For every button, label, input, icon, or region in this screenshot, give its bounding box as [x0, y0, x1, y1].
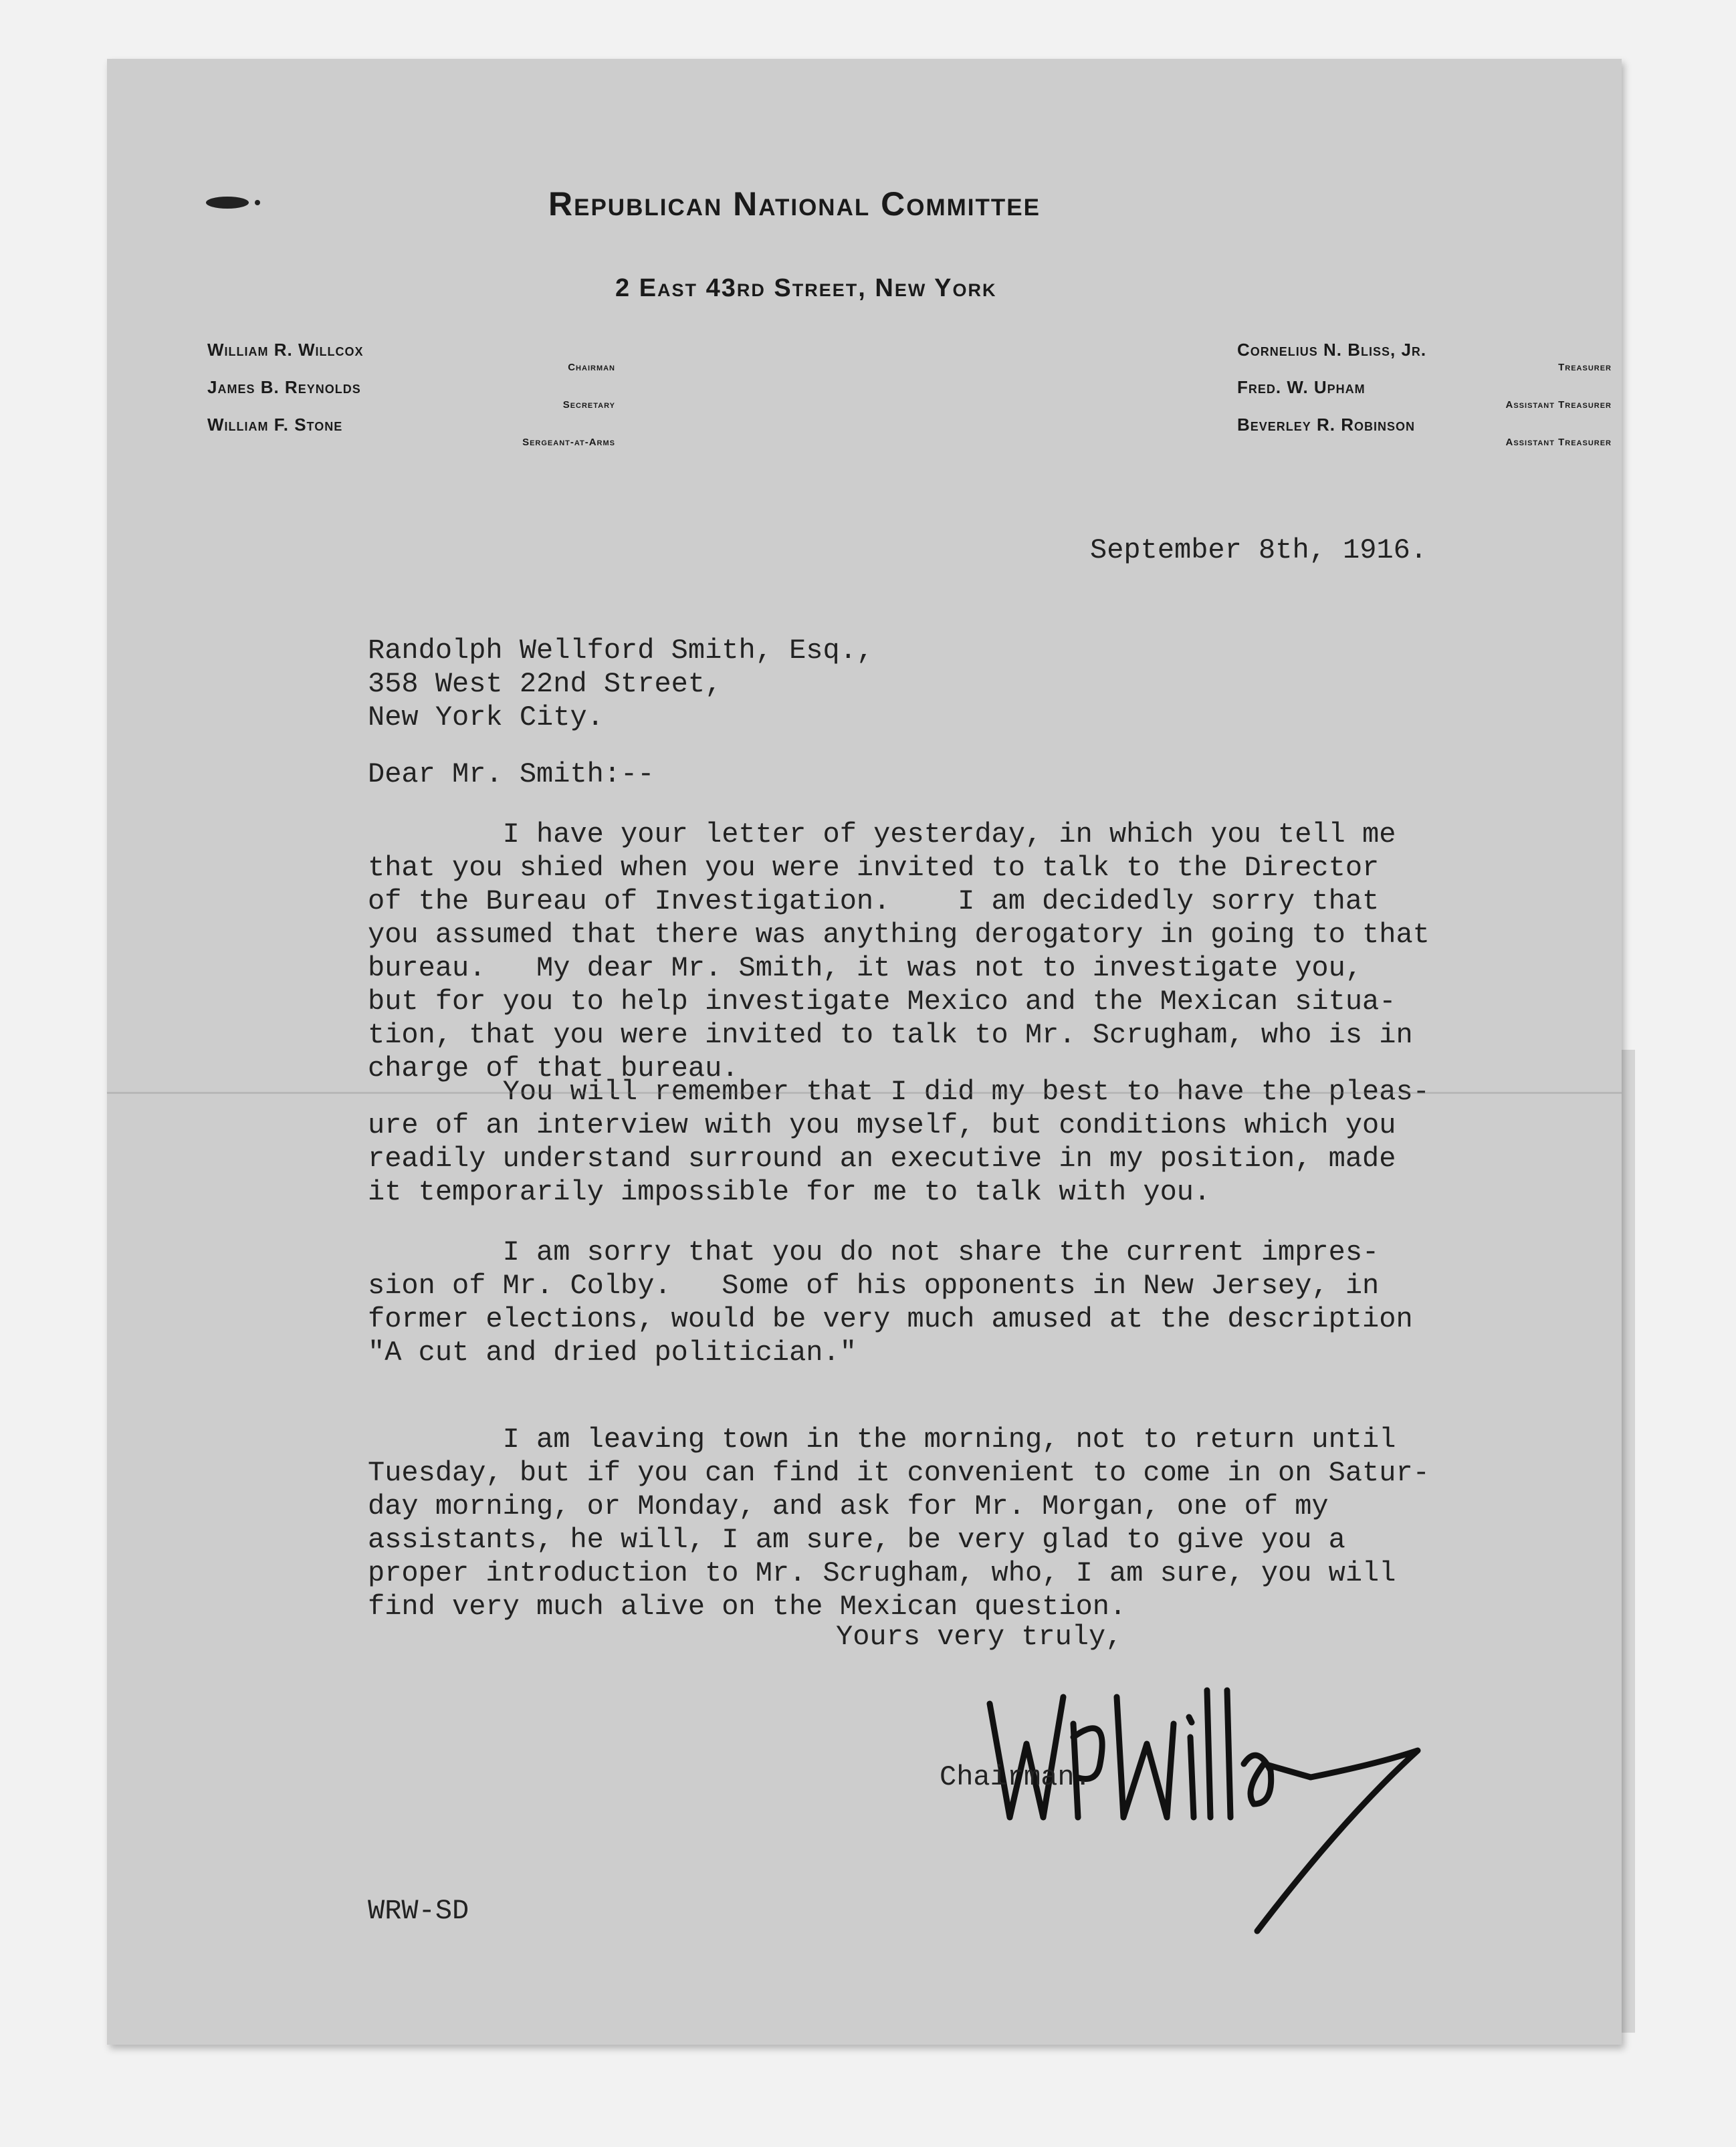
letterhead-title: Republican National Committee — [548, 185, 1041, 223]
handwritten-signature — [909, 1650, 1431, 1944]
body-paragraph — [368, 1236, 1413, 1369]
officers-right — [1237, 340, 1612, 452]
text-line: day morning, or Monday, and ask for Mr. Morgan, one of my — [368, 1490, 1329, 1522]
text-line: I am leaving town in the morning, not to return until — [368, 1424, 1396, 1456]
text-line: I have your letter of yesterday, in which you tell me — [368, 818, 1396, 851]
officer-name: James B. Reynolds — [207, 377, 361, 397]
officer-name: Cornelius N. Bliss, Jr. — [1237, 340, 1427, 360]
officer — [1237, 377, 1612, 411]
officer-title: Chairman — [568, 362, 615, 373]
text-line: tion, that you were invited to talk to Mr. Scrugham, who is in — [368, 1019, 1413, 1051]
officer-title: Assistant Treasurer — [1505, 437, 1612, 448]
officer-name: Beverley R. Robinson — [1237, 415, 1416, 435]
text-line: of the Bureau of Investigation. I am decidedly sorry that — [368, 885, 1380, 917]
text-line: charge of that bureau. — [368, 1052, 739, 1085]
text-line: Tuesday, but if you can find it convenient to come in on Satur- — [368, 1457, 1430, 1489]
officer — [207, 340, 615, 373]
officer — [1237, 340, 1612, 373]
letterhead-address: 2 East 43rd Street, New York — [615, 274, 997, 302]
officer — [207, 377, 615, 411]
text-line: proper introduction to Mr. Scrugham, who, I am sure, you will — [368, 1557, 1396, 1589]
closing: Yours very truly, — [836, 1621, 1123, 1653]
recipient-line: New York City. — [368, 701, 604, 733]
union-label-icon — [204, 193, 264, 213]
reference-initials: WRW-SD — [368, 1895, 469, 1927]
text-line: sion of Mr. Colby. Some of his opponents in New Jersey, in — [368, 1270, 1380, 1302]
text-line: it temporarily impossible for me to talk with you. — [368, 1176, 1211, 1208]
officer — [207, 415, 615, 448]
text-line: You will remember that I did my best to have the pleas- — [368, 1076, 1430, 1108]
officer — [1237, 415, 1612, 448]
text-line: you assumed that there was anything derogatory in going to that — [368, 919, 1430, 951]
letter-date: September 8th, 1916. — [1090, 534, 1428, 566]
body-paragraph — [368, 1423, 1430, 1623]
officer-title: Treasurer — [1558, 362, 1612, 373]
body-paragraph — [368, 1075, 1430, 1209]
signer-title: Chairman. — [940, 1761, 1091, 1793]
officer-title: Assistant Treasurer — [1505, 399, 1612, 411]
salutation: Dear Mr. Smith:-- — [368, 758, 655, 790]
officer-name: William F. Stone — [207, 415, 343, 435]
text-line: find very much alive on the Mexican question. — [368, 1591, 1127, 1623]
body-paragraph — [368, 818, 1430, 1085]
officer-name: Fred. W. Upham — [1237, 377, 1366, 397]
text-line: "A cut and dried politician." — [368, 1337, 857, 1369]
text-line: but for you to help investigate Mexico and the Mexican situa- — [368, 986, 1396, 1018]
officer-title: Secretary — [562, 399, 615, 411]
text-line: former elections, would be very much amused at the description — [368, 1303, 1413, 1335]
letter-sheet — [107, 59, 1622, 2045]
text-line: I am sorry that you do not share the current impres- — [368, 1236, 1380, 1268]
recipient-line: 358 West 22nd Street, — [368, 668, 722, 700]
officers-left — [207, 340, 615, 452]
recipient-line: Randolph Wellford Smith, Esq., — [368, 635, 874, 667]
text-line: ure of an interview with you myself, but conditions which you — [368, 1109, 1396, 1141]
text-line: that you shied when you were invited to talk to the Director — [368, 852, 1380, 884]
text-line: readily understand surround an executive in my position, made — [368, 1143, 1396, 1175]
officer-name: William R. Willcox — [207, 340, 364, 360]
text-line: bureau. My dear Mr. Smith, it was not to investigate you, — [368, 952, 1363, 984]
recipient-address — [368, 634, 873, 734]
officer-title: Sergeant-at-Arms — [522, 437, 615, 448]
text-line: assistants, he will, I am sure, be very glad to give you a — [368, 1524, 1345, 1556]
